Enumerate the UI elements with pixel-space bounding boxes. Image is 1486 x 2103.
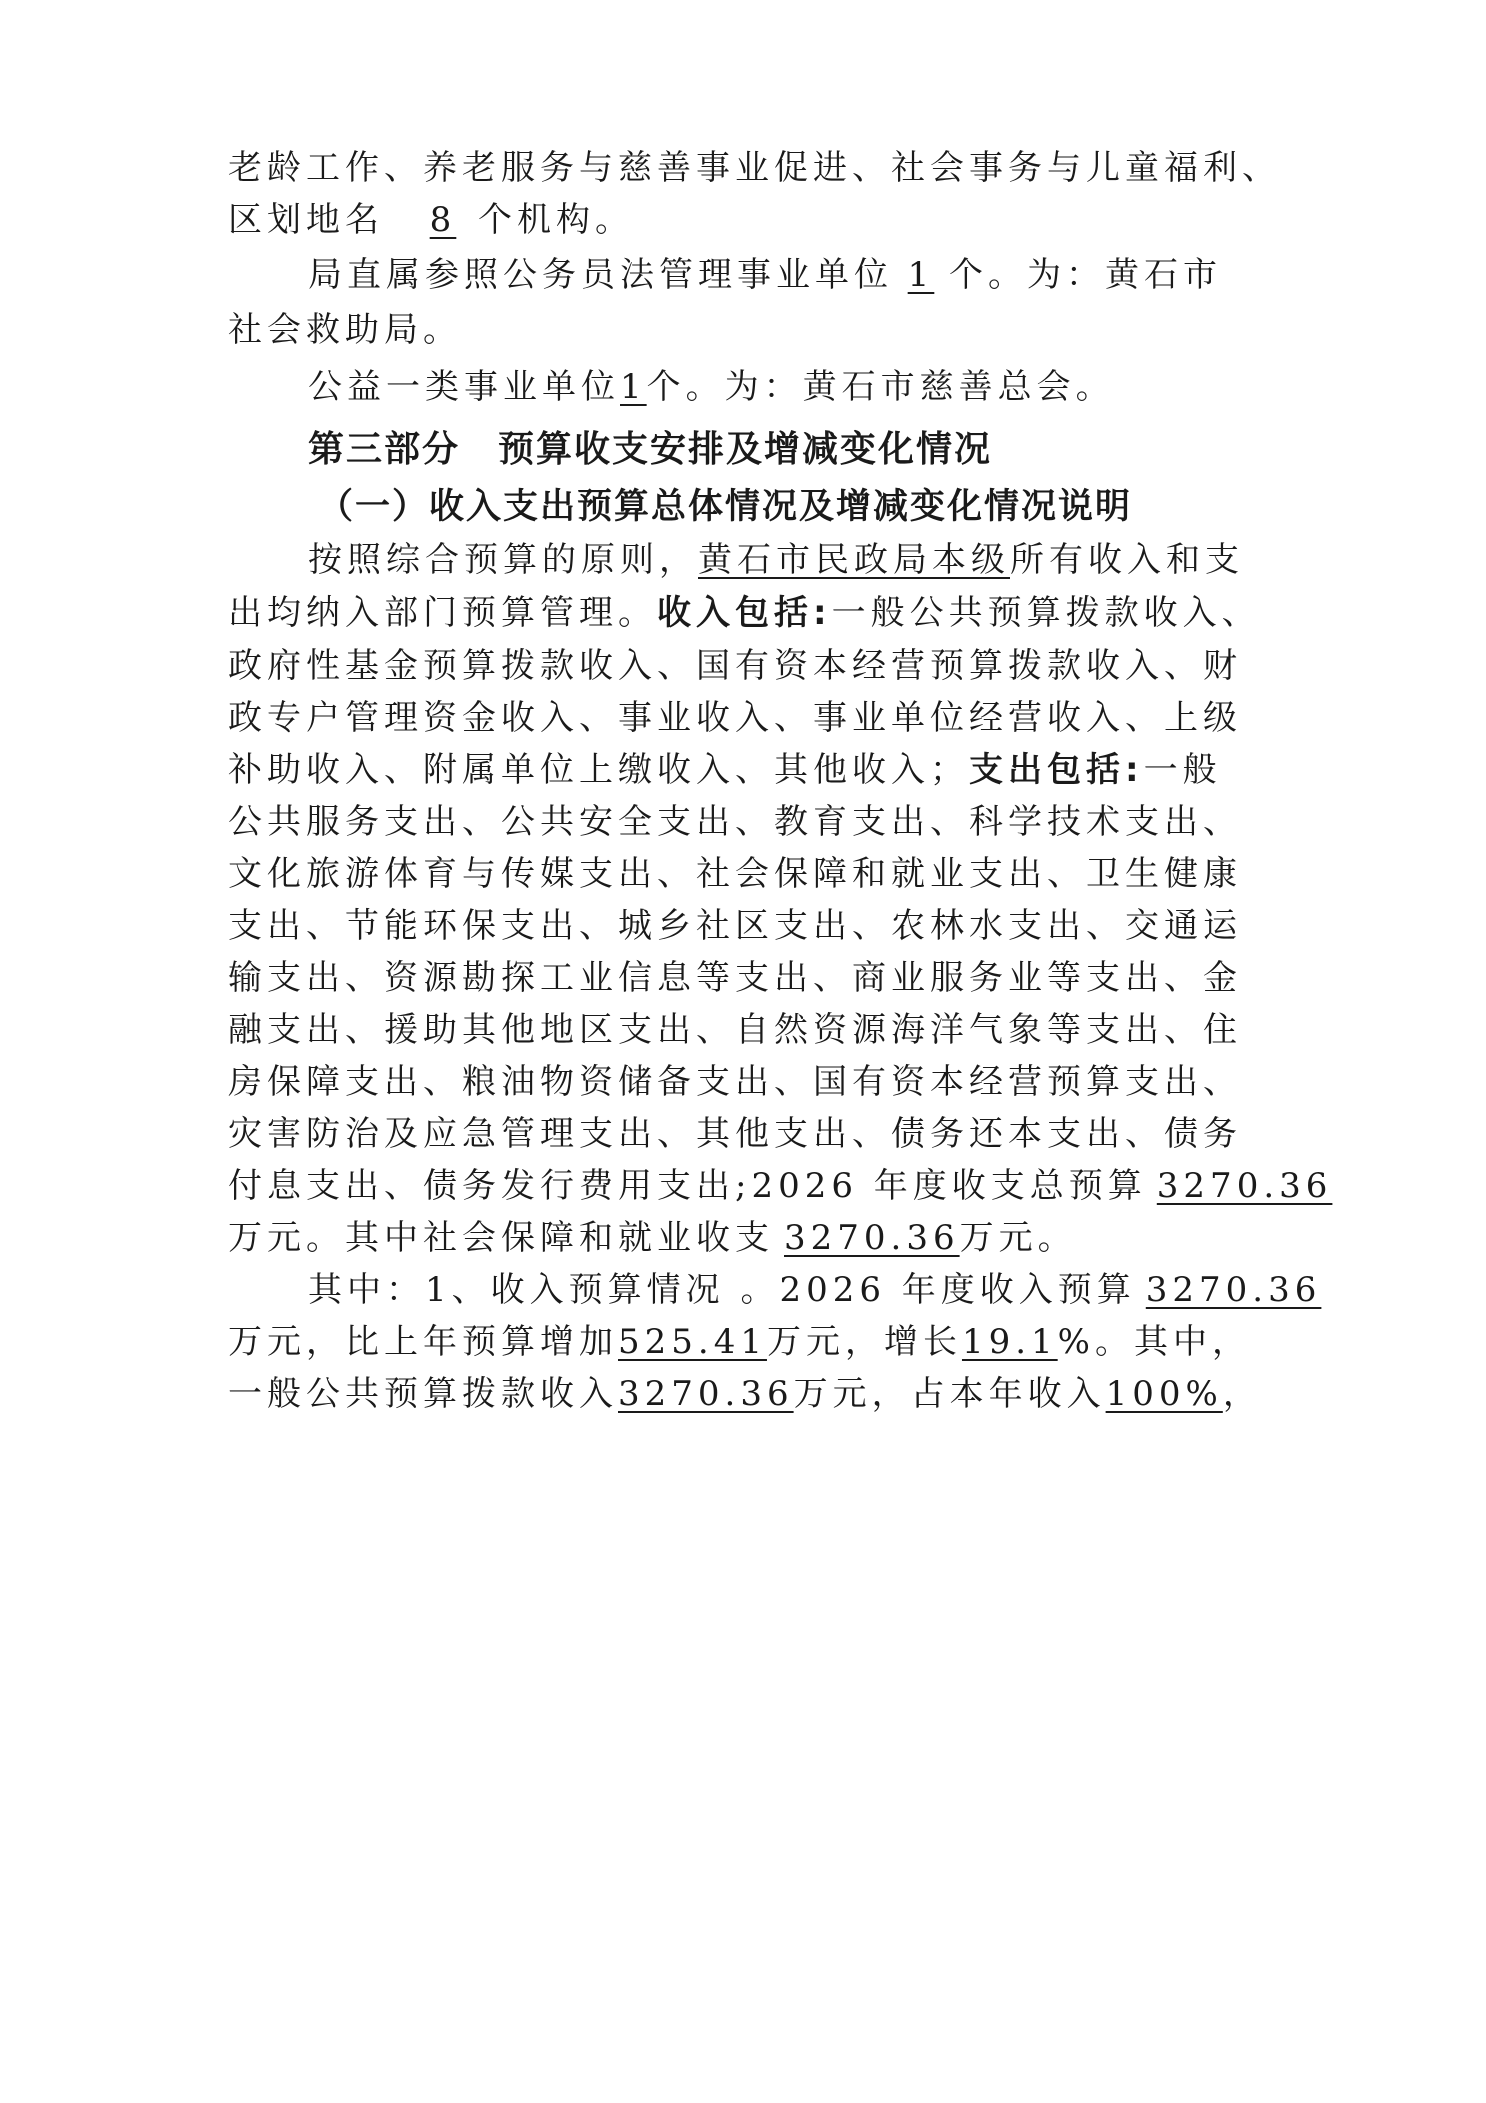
text-span: 灾害防治及应急管理支出、其他支出、债务还本支出、债务: [228, 1114, 1242, 1154]
text-line: [228, 305, 462, 355]
underlined-number: 8: [429, 200, 457, 240]
text-span: 万元。其中社会保障和就业收支: [228, 1218, 774, 1258]
text-span: 输支出、资源勘探工业信息等支出、商业服务业等支出、金: [228, 958, 1242, 998]
text-span: 公共服务支出、公共安全支出、教育支出、科学技术支出、: [228, 802, 1242, 842]
text-line: [228, 195, 634, 245]
text-span: 文化旅游体育与传媒支出、社会保障和就业支出、卫生健康: [228, 854, 1242, 894]
text-line: [228, 693, 1242, 743]
text-line: [228, 1369, 1262, 1419]
text-span: 一般公共预算拨款收入: [228, 1374, 618, 1414]
text-line: [308, 535, 1244, 585]
text-span: 融支出、援助其他地区支出、自然资源海洋气象等支出、住: [228, 1010, 1242, 1050]
section-heading: 第三部分 预算收支安排及增减变化情况: [308, 429, 993, 470]
text-span: 其中：1、收入预算情况 。2026 年度收入预算: [308, 1270, 1136, 1310]
underlined-number: 3270.36: [1145, 1270, 1322, 1310]
text-line: [228, 1317, 1251, 1367]
text-span: 房保障支出、粮油物资储备支出、国有资本经营预算支出、: [228, 1062, 1242, 1102]
text-line: [308, 1265, 1321, 1315]
text-span: 一般: [1143, 750, 1222, 790]
text-line: [228, 1161, 1332, 1211]
text-span: 区划地名: [228, 200, 384, 240]
text-span: 政府性基金预算拨款收入、国有资本经营预算拨款收入、财: [228, 646, 1242, 686]
text-span: 个机构。: [478, 200, 634, 240]
underlined-number: 100%: [1105, 1374, 1223, 1414]
text-line: [228, 901, 1242, 951]
text-line: [228, 1057, 1242, 1107]
text-span: 社会救助局。: [228, 310, 462, 350]
text-line: [228, 797, 1242, 847]
underlined-number: 3270.36: [1156, 1166, 1333, 1206]
underlined-number: 3270.36: [618, 1374, 794, 1414]
text-span: 局直属参照公务员法管理事业单位: [308, 255, 893, 295]
bold-label: 支出包括:: [969, 750, 1144, 790]
text-span: 万元，比上年预算增加: [228, 1322, 618, 1362]
text-span: 老龄工作、养老服务与慈善事业促进、社会事务与儿童福利、: [228, 148, 1281, 188]
text-span: 一般公共预算拨款收入、: [831, 593, 1261, 633]
bold-label: 收入包括:: [657, 593, 832, 633]
text-line: [228, 953, 1242, 1003]
subsection-heading: （一）收入支出预算总体情况及增减变化情况说明: [318, 487, 1133, 527]
text-span: 支出、节能环保支出、城乡社区支出、农林水支出、交通运: [228, 906, 1242, 946]
text-span: 万元，占本年收入: [793, 1374, 1106, 1414]
text-span: 按照综合预算的原则，: [308, 540, 698, 580]
text-span: 个。为：黄石市: [949, 255, 1222, 295]
text-span: 所有收入和支: [1010, 540, 1244, 580]
text-span: 出均纳入部门预算管理。: [228, 593, 657, 633]
underlined-number: 19.1: [961, 1322, 1058, 1362]
text-line: [228, 641, 1242, 691]
text-span: 付息支出、债务发行费用支出;2026 年度收支总预算: [228, 1166, 1147, 1206]
text-span: 公益一类事业单位: [308, 367, 620, 407]
text-span: 个。为：黄石市慈善总会。: [646, 367, 1115, 407]
text-span: 万元。: [959, 1218, 1077, 1258]
text-line: [228, 1109, 1242, 1159]
text-line: [308, 250, 1222, 300]
text-span: 补助收入、附属单位上缴收入、其他收入；: [228, 750, 969, 790]
text-line: [228, 1005, 1242, 1055]
text-span: 政专户管理资金收入、事业收入、事业单位经营收入、上级: [228, 698, 1242, 738]
text-span: ，: [1222, 1374, 1262, 1414]
underlined-number: 1: [620, 367, 647, 407]
underlined-number: 3270.36: [784, 1218, 960, 1258]
text-span: 万元，增长: [766, 1322, 962, 1362]
underlined-number: 525.41: [618, 1322, 767, 1362]
text-line: [228, 1213, 1077, 1263]
underlined-text: 黄石市民政局本级: [698, 540, 1010, 580]
text-span: %。其中，: [1057, 1322, 1251, 1362]
text-line: [228, 849, 1242, 899]
text-line: [228, 588, 1261, 638]
text-line: [228, 143, 1281, 193]
text-line: [228, 745, 1222, 795]
underlined-number: 1: [907, 255, 935, 295]
text-line: [308, 362, 1115, 412]
